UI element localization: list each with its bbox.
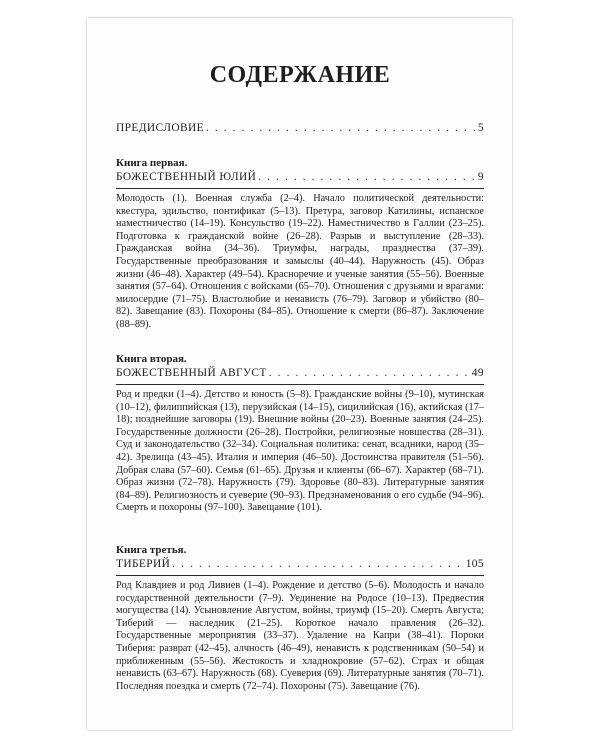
- toc-entry-book-title[interactable]: [116, 366, 484, 380]
- dot-leader: [172, 557, 463, 571]
- toc-book-3: [116, 544, 484, 693]
- preface-page-number: 5: [477, 122, 484, 134]
- book-title: БОЖЕСТВЕННЫЙ ЮЛИЙ: [116, 171, 257, 183]
- preface-title: ПРЕДИСЛОВИЕ: [116, 122, 204, 134]
- chapter-summary: Род Клавдиев и род Ливиев (1–4). Рождение и детство (5–6). Молодость и начало государственной деятельности (7–9). Уединение на Родосе (10–13). Предвестия могущества (14). Усыновление Августом, войны, триумф (15–20). Смерть Августа; Тиберий — наследник (21–25). Короткое начало правления (26–32). Государственные мероприятия (33–37). Удаление на Капри (38–41). Пороки Тиберия: разврат (42–45), алчность (46–49), ненависть к родственникам (50–54) и приближенным (55–56). Жестокость и хладнокровие (57–62). Страх и общая ненависть (63–67). Наружность (68). Суеверия (69). Литературные занятия (70–71). Последняя поездка и смерть (72–74). Похороны (75). Завещание (76).: [116, 580, 484, 692]
- dot-leader: [269, 366, 470, 380]
- toc-entry-book-title[interactable]: [116, 170, 484, 184]
- book-page-number: 49: [471, 367, 484, 379]
- divider: [116, 575, 484, 576]
- chapter-summary: Род и предки (1–4). Детство и юность (5–8). Гражданские войны (9–10), мутинская (10–12), филиппийская (13), перузийская (14–15), сицилийская (16), актийская (17–18); позднейшие заговоры (19). Внешние войны (20–23). Военные занятия (24–25). Государственные должности (26–28). Постройки, религиозные новшества (28–31). Суд и законодательство (32–34). Социальная политика: сенат, всадники, народ (35–42). Зрелища (43–45). Италия и империя (46–50). Достоинства правителя (51–56). Добрая слава (57–60). Семья (61–65). Друзья и клиенты (66–67). Характер (68–71). Образ жизни (72–78). Наружность (79). Здоровье (80–83). Литературные занятия (84–89). Религиозность и суеверие (90–93). Предзнаменования о его судьбе (94–96). Смерть и похороны (97–100). Завещание (101).: [116, 389, 484, 514]
- toc-entry-book-title[interactable]: [116, 557, 484, 571]
- book-page-number: 9: [477, 171, 484, 183]
- dot-leader: [206, 121, 476, 135]
- book-title: ТИБЕРИЙ: [116, 558, 171, 570]
- toc-entry-preface[interactable]: [116, 121, 484, 135]
- book-title: БОЖЕСТВЕННЫЙ АВГУСТ: [116, 367, 267, 379]
- book-page-number: 105: [465, 558, 484, 570]
- toc-book-2: [116, 353, 484, 515]
- divider: [116, 188, 484, 189]
- book-label: Книга вторая.: [116, 353, 187, 365]
- book-page: [87, 18, 512, 730]
- divider: [116, 384, 484, 385]
- book-label: Книга первая.: [116, 157, 188, 169]
- dot-leader: [258, 170, 476, 184]
- chapter-summary: Молодость (1). Военная служба (2–4). Начало политической деятельности: квестура, эдильство, понтификат (5–13). Претура, заговор Катилины, испанское наместничество (14–19). Консульство (19–22). Наместничество в Галлии (23–25). Подготовка к гражданской войне (26–28). Разрыв и выступление (28–33). Гражданская война (34–36). Триумфы, награды, празднества (37–39). Государственные преобразования и замыслы (40–44). Наружность (45). Образ жизни (46–48). Характер (49–54). Красноречие и ученые занятия (55–56). Военные занятия (57–64). Отношения с войсками (65–70). Отношения с друзьями и врагами: милосердие (71–75). Властолюбие и ненависть (76–79). Заговор и убийство (80–82). Завещание (83). Похороны (84–85). Отношение к смерти (86–87). Заключение (88–89).: [116, 193, 484, 330]
- toc-book-1: [116, 157, 484, 332]
- book-label: Книга третья.: [116, 544, 187, 556]
- page-title: СОДЕРЖАНИЕ: [209, 62, 391, 88]
